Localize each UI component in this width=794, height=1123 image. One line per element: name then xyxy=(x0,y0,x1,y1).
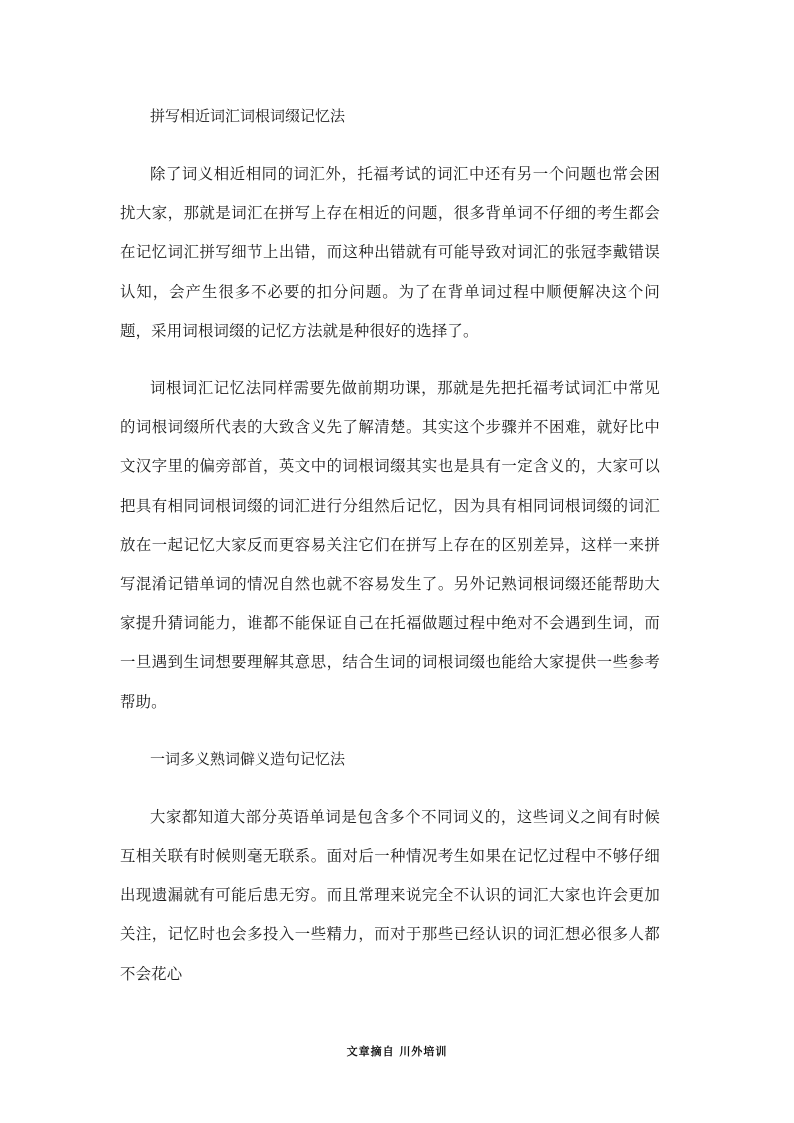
spacer xyxy=(120,135,660,155)
spacer xyxy=(120,351,660,369)
section-heading-polysemy-method: 一词多义熟词僻义造句记忆法 xyxy=(150,749,346,768)
paragraph-polysemy-intro: 大家都知道大部分英语单词是包含多个不同词义的，这些词义之间有时候互相关联有时候则毫无联系。面对后一种情况考生如果在记忆过程中不够仔细出现遗漏就有可能后患无穷。而且常理来说完全不认识的词汇大家也许会更加关注，记忆时也会多投入一些精力，而对于那些已经认识的词汇想必很多人都不会花心 xyxy=(120,807,660,983)
page-footer: 文章摘自 川外培训 xyxy=(346,1045,448,1058)
paragraph-root-affix-method: 词根词汇记忆法同样需要先做前期功课，那就是先把托福考试词汇中常见的词根词缀所代表的大致含义先了解清楚。其实这个步骤并不困难，就好比中文汉字里的偏旁部首，英文中的词根词缀其实也是具有一定含义的，大家可以把具有相同词根词缀的词汇进行分组然后记忆，因为具有相同词根词缀的词汇放在一起记忆大家反而更容易关注它们在拼写上存在的区别差异，这样一来拼写混淆记错单词的情况自然也就不容易发生了。另外记熟词根词缀还能帮助大家提升猜词能力，谁都不能保证自己在托福做题过程中绝对不会遇到生词，而一旦遇到生词想要理解其意思，结合生词的词根词缀也能给大家提供一些参考帮助。 xyxy=(120,379,660,711)
document-body xyxy=(120,97,660,994)
spacer xyxy=(120,722,660,740)
paragraph-spelling-intro: 除了词义相近相同的词汇外，托福考试的词汇中还有另一个问题也常会困扰大家，那就是词汇在拼写上存在相近的问题，很多背单词不仔细的考生都会在记忆词汇拼写细节上出错，而这种出错就有可能导致对词汇的张冠李戴错误认知，会产生很多不必要的扣分问题。为了在背单词过程中顺便解决这个问题，采用词根词缀的记忆方法就是种很好的选择了。 xyxy=(120,165,660,340)
spacer xyxy=(120,778,660,798)
section-heading-spelling-method: 拼写相近词汇词根词缀记忆法 xyxy=(150,107,346,125)
